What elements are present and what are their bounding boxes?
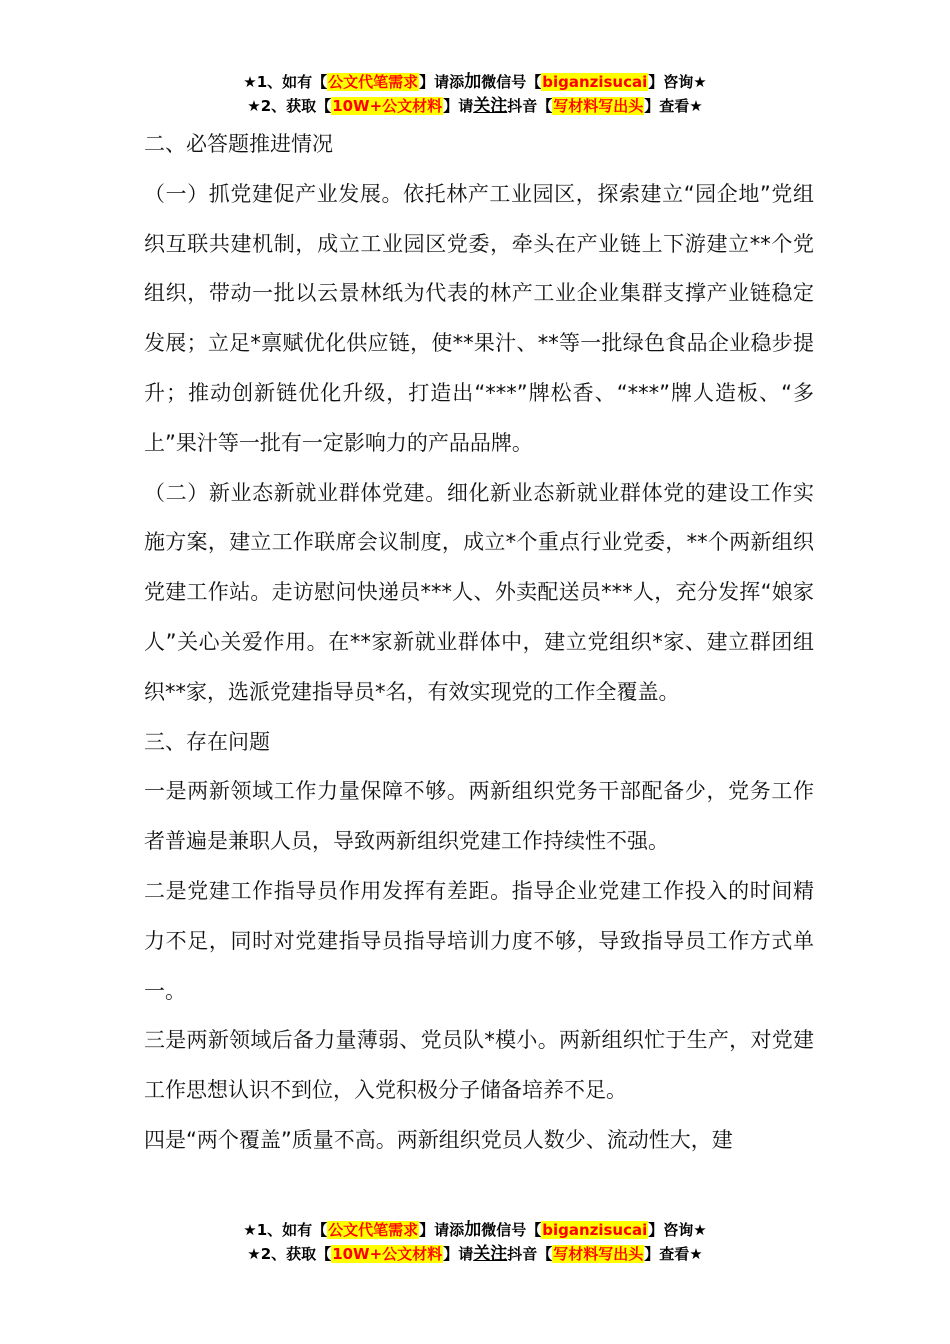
- promo-text: ★1、如有【: [243, 73, 328, 91]
- promo-text: 】查看★: [644, 1245, 703, 1263]
- promo-highlight: 公文代笔需求: [328, 1221, 419, 1239]
- promo-highlight: 写材料写出头: [553, 1245, 644, 1263]
- promo-text: 】咨询★: [648, 73, 707, 91]
- top-promo-banner: [0, 70, 950, 118]
- promo-highlight: 写材料写出头: [553, 97, 644, 115]
- promo-text: 抖音【: [507, 97, 553, 115]
- promo-emphasis: 加: [464, 72, 482, 92]
- section-heading: 三、存在问题: [144, 729, 270, 754]
- promo-line-1: [0, 1218, 950, 1242]
- promo-highlight: 公文代笔需求: [328, 73, 419, 91]
- promo-text: ★2、获取【: [247, 1245, 332, 1263]
- promo-highlight: biganzisucai: [542, 73, 648, 91]
- promo-text: 微信号【: [481, 73, 542, 91]
- promo-highlight: biganzisucai: [542, 1221, 648, 1239]
- promo-text: 抖音【: [507, 1245, 553, 1263]
- promo-line-2: [0, 94, 950, 118]
- promo-emphasis: 关注: [473, 96, 508, 116]
- promo-line-2: [0, 1242, 950, 1266]
- promo-text: 】请: [443, 1245, 474, 1263]
- paragraph: （二）新业态新就业群体党建。细化新业态新就业群体党的建设工作实施方案，建立工作联席会议制度，成立*个重点行业党委，**个两新组织党建工作站。走访慰问快递员***人、外卖配送员***人，充分发挥“娘家人”关心关爱作用。在**家新就业群体中，建立党组织*家、建立群团组织**家，选派党建指导员*名，有效实现党的工作全覆盖。: [144, 480, 814, 704]
- paragraph: 四是“两个覆盖”质量不高。两新组织党员人数少、流动性大，建: [144, 1127, 733, 1152]
- promo-text: 】查看★: [644, 97, 703, 115]
- promo-text: ★2、获取【: [247, 97, 332, 115]
- bottom-promo-banner: [0, 1218, 950, 1266]
- promo-emphasis: 关注: [473, 1244, 508, 1264]
- promo-emphasis: 加: [464, 1220, 482, 1240]
- paragraph: 一是两新领域工作力量保障不够。两新组织党务干部配备少，党务工作者普遍是兼职人员，导致两新组织党建工作持续性不强。: [144, 779, 814, 854]
- promo-highlight: 10W+公文材料: [332, 1245, 443, 1263]
- promo-line-1: [0, 70, 950, 94]
- promo-text: 】请添: [419, 1221, 465, 1239]
- promo-text: ★1、如有【: [243, 1221, 328, 1239]
- promo-text: 】咨询★: [648, 1221, 707, 1239]
- paragraph: 三是两新领域后备力量薄弱、党员队*模小。两新组织忙于生产，对党建工作思想认识不到位，入党积极分子储备培养不足。: [144, 1028, 814, 1103]
- section-heading: 二、必答题推进情况: [144, 132, 333, 156]
- document-body: [144, 120, 814, 1166]
- promo-text: 】请添: [419, 73, 465, 91]
- promo-highlight: 10W+公文材料: [332, 97, 443, 115]
- paragraph: （一）抓党建促产业发展。依托林产工业园区，探索建立“园企地”党组织互联共建机制，成立工业园区党委，牵头在产业链上下游建立**个党组织，带动一批以云景林纸为代表的林产工业企业集群支撑产业链稳定发展；立足*禀赋优化供应链，使**果汁、**等一批绿色食品企业稳步提升；推动创新链优化升级，打造出“***”牌松香、“***”牌人造板、“多上”果汁等一批有一定影响力的产品品牌。: [144, 181, 814, 455]
- promo-text: 微信号【: [481, 1221, 542, 1239]
- promo-text: 】请: [443, 97, 474, 115]
- paragraph: 二是党建工作指导员作用发挥有差距。指导企业党建工作投入的时间精力不足，同时对党建指导员指导培训力度不够，导致指导员工作方式单一。: [144, 878, 814, 1003]
